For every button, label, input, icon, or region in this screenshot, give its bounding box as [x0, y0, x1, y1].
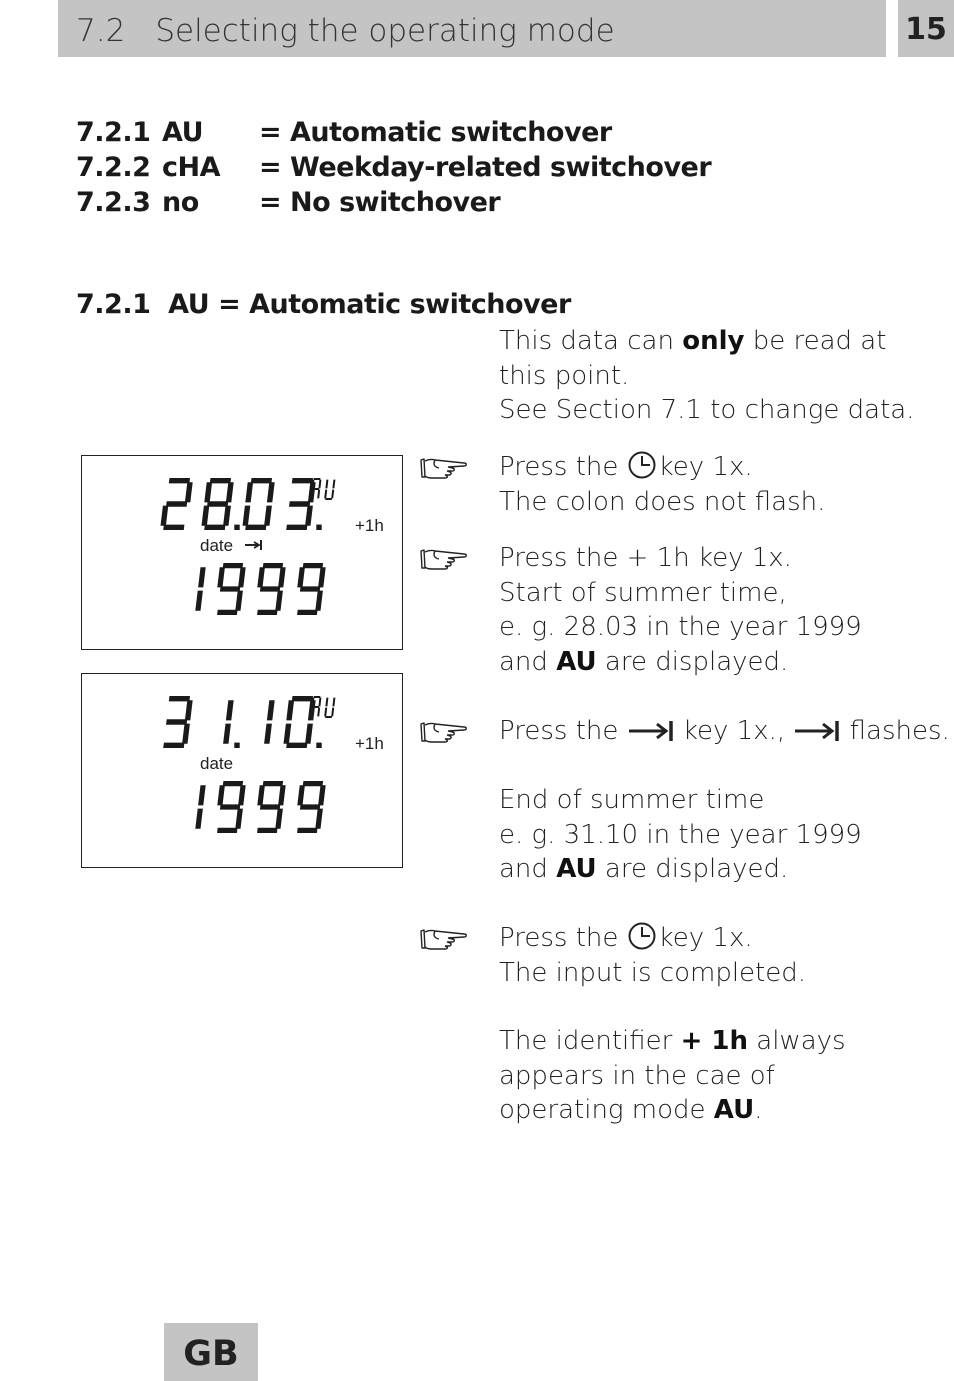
section-heading: 7.2.1 AU = Automatic switchover [76, 289, 571, 320]
lcd-bottom-digits [195, 563, 325, 615]
mode-code: AU [162, 117, 203, 148]
lcd-display-summer-end [81, 673, 403, 868]
mode-description: = Weekday-related switchover [259, 152, 712, 183]
text-span: and [499, 854, 557, 884]
lcd-digit [297, 781, 326, 833]
intro-line: this point. [499, 360, 630, 391]
step-line [499, 645, 862, 680]
lcd-digit [217, 563, 246, 615]
mode-description: = No switchover [259, 187, 501, 218]
text-span: Press the [499, 923, 627, 953]
text-span: are displayed. [596, 646, 789, 677]
lcd-digits-svg [82, 674, 402, 867]
lcd-digit [324, 698, 335, 718]
pointing-hand-icon [420, 720, 468, 744]
language-tab [164, 1323, 258, 1381]
section-title: Selecting the operating mode [155, 13, 615, 49]
text-span: The identifier [499, 1026, 681, 1056]
lcd-top-digits [163, 696, 322, 748]
pointing-hand-icon [420, 456, 468, 480]
lcd-digit [223, 700, 234, 743]
step-line [499, 852, 950, 887]
note-line: appears in the cae of [499, 1060, 775, 1091]
mode-code: no [162, 187, 199, 218]
text-span: Press the [499, 452, 627, 482]
note-line [499, 1024, 846, 1059]
lcd-digit [257, 563, 286, 615]
lcd-digit [324, 480, 335, 500]
mode-number: 7.2.2 [76, 152, 151, 183]
text-span: are displayed. [596, 854, 789, 884]
lcd-bottom-digits [195, 781, 325, 833]
arrow-to-bar-icon [793, 719, 841, 743]
lcd-decimal-point [234, 525, 239, 530]
lcd-decimal-point [316, 743, 321, 748]
arrow-to-bar-icon [627, 719, 675, 743]
emphasis: AU [713, 1095, 755, 1125]
step-3-text [499, 714, 950, 887]
note-text [499, 1024, 846, 1128]
lcd-plus1h-label: +1h [355, 516, 384, 535]
lcd-digit [217, 781, 246, 833]
step-line: End of summer time [499, 785, 765, 815]
step-line: Press the + 1h key 1x. [499, 543, 792, 573]
intro-text [499, 324, 914, 428]
emphasis: AU [556, 854, 597, 884]
lcd-arrow-to-bar-icon [245, 540, 261, 550]
text-span: always [748, 1026, 846, 1056]
pointing-hand-icon [420, 547, 468, 571]
lcd-digit [286, 478, 316, 530]
lcd-digit [195, 785, 205, 829]
emphasis: + 1h [680, 1026, 749, 1056]
mode-description: = Automatic switchover [259, 117, 612, 148]
lcd-plus1h-label: +1h [355, 734, 384, 753]
step-line [499, 714, 950, 749]
lcd-digit [161, 478, 193, 530]
step-line: e. g. 28.03 in the year 1999 [499, 612, 862, 642]
lcd-date-label: date [200, 754, 234, 773]
lcd-decimal-point [316, 525, 321, 530]
pointing-hand-icon [420, 927, 468, 951]
lcd-digit [243, 478, 275, 530]
text-span: key 1x. [658, 923, 753, 953]
lcd-date-label: date [200, 536, 234, 555]
clock-icon [627, 451, 659, 479]
lcd-top-digits [161, 478, 322, 530]
step-line: The colon does not flash. [499, 486, 826, 517]
section-number: 7.2 [76, 13, 126, 49]
lcd-digit [202, 478, 234, 530]
lcd-digit [284, 696, 316, 748]
header-bar [58, 0, 886, 57]
step-line: e. g. 31.10 in the year 1999 [499, 819, 862, 850]
text-span: be read at [744, 326, 887, 356]
text-span: and [499, 646, 557, 677]
clock-icon [627, 922, 659, 950]
text-span: key 1x., [674, 716, 794, 746]
text-span: operating mode [499, 1095, 714, 1125]
text-span: flashes. [841, 716, 950, 746]
intro-line [499, 324, 914, 359]
mode-number: 7.2.3 [76, 187, 151, 218]
emphasis: only [682, 326, 745, 356]
emphasis: AU [556, 646, 597, 677]
step-1-text [499, 450, 825, 519]
lcd-decimal-point [234, 743, 239, 748]
page-number: 15 [905, 12, 947, 47]
intro-line: See Section 7.1 to change data. [499, 395, 915, 425]
text-span: This data can [499, 326, 683, 356]
lcd-digit [163, 696, 193, 748]
mode-number: 7.2.1 [76, 117, 151, 148]
lcd-digits-svg [82, 456, 402, 649]
lcd-digit [257, 781, 286, 833]
text-span: Press the [499, 716, 627, 746]
page-title [76, 13, 615, 49]
lcd-digit [195, 567, 205, 611]
step-2-text [499, 541, 862, 679]
step-line: Start of summer time, [499, 577, 787, 608]
lcd-digit [264, 700, 275, 743]
text-span: . [754, 1095, 763, 1125]
note-line [499, 1093, 846, 1128]
step-line [499, 450, 825, 485]
page-number-box [898, 0, 954, 57]
lcd-digit [297, 563, 326, 615]
step-line [499, 921, 806, 956]
step-line: The input is completed. [499, 957, 807, 988]
lcd-display-summer-start [81, 455, 403, 650]
mode-code: cHA [162, 152, 220, 183]
text-span: key 1x. [658, 452, 753, 482]
step-4-text [499, 921, 806, 990]
language-tab-label: GB [183, 1334, 239, 1374]
